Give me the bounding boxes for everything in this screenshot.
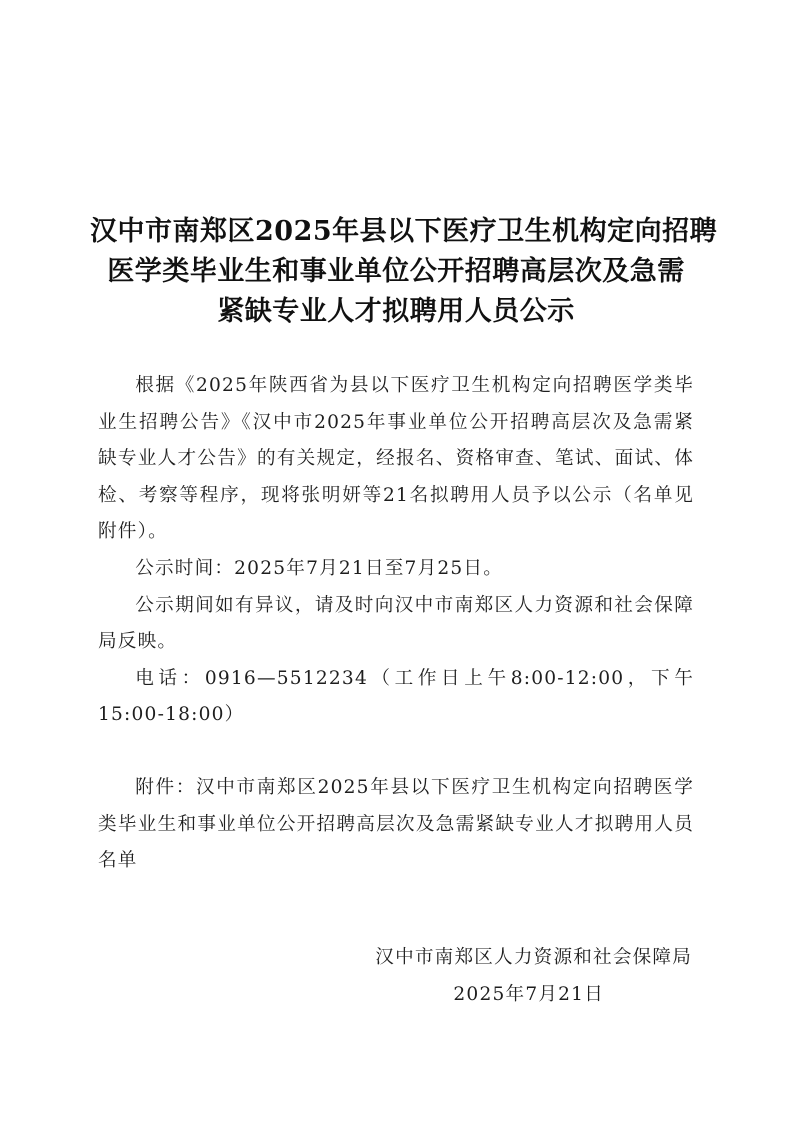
signature-block [352,940,692,1013]
document-title [90,212,718,332]
paragraph-phone: 电话：0916—5512234（工作日上午8:00-12:00，下午15:00-18:00） [98,667,694,726]
title-line-3: 紧缺专业人才拟聘用人员公示 [217,296,575,327]
title-line-1: 汉中市南郑区2025年县以下医疗卫生机构定向招聘 [90,216,718,247]
document-body [98,368,694,880]
spacer [98,734,694,770]
signature-date: 2025年7月21日 [453,983,604,1005]
signature-organization: 汉中市南郑区人力资源和社会保障局 [375,947,692,968]
paragraph-publicity-period: 公示时间：2025年7月21日至7月25日。 [135,557,504,579]
attachment-note: 附件：汉中市南郑区2025年县以下医疗卫生机构定向招聘医学类毕业生和事业单位公开招聘高层次及急需紧缺专业人才拟聘用人员名单 [98,776,694,872]
title-line-2: 医学类毕业生和事业单位公开招聘高层次及急需 [107,256,685,287]
paragraph-objection: 公示期间如有异议，请及时向汉中市南郑区人力资源和社会保障局反映。 [98,594,694,653]
paragraph-basis: 根据《2025年陕西省为县以下医疗卫生机构定向招聘医学类毕业生招聘公告》《汉中市2025年事业单位公开招聘高层次及急需紧缺专业人才公告》的有关规定，经报名、资格审查、笔试、面试、体检、考察等程序，现将张明妍等21名拟聘用人员予以公示（名单见附件）。 [98,375,694,543]
